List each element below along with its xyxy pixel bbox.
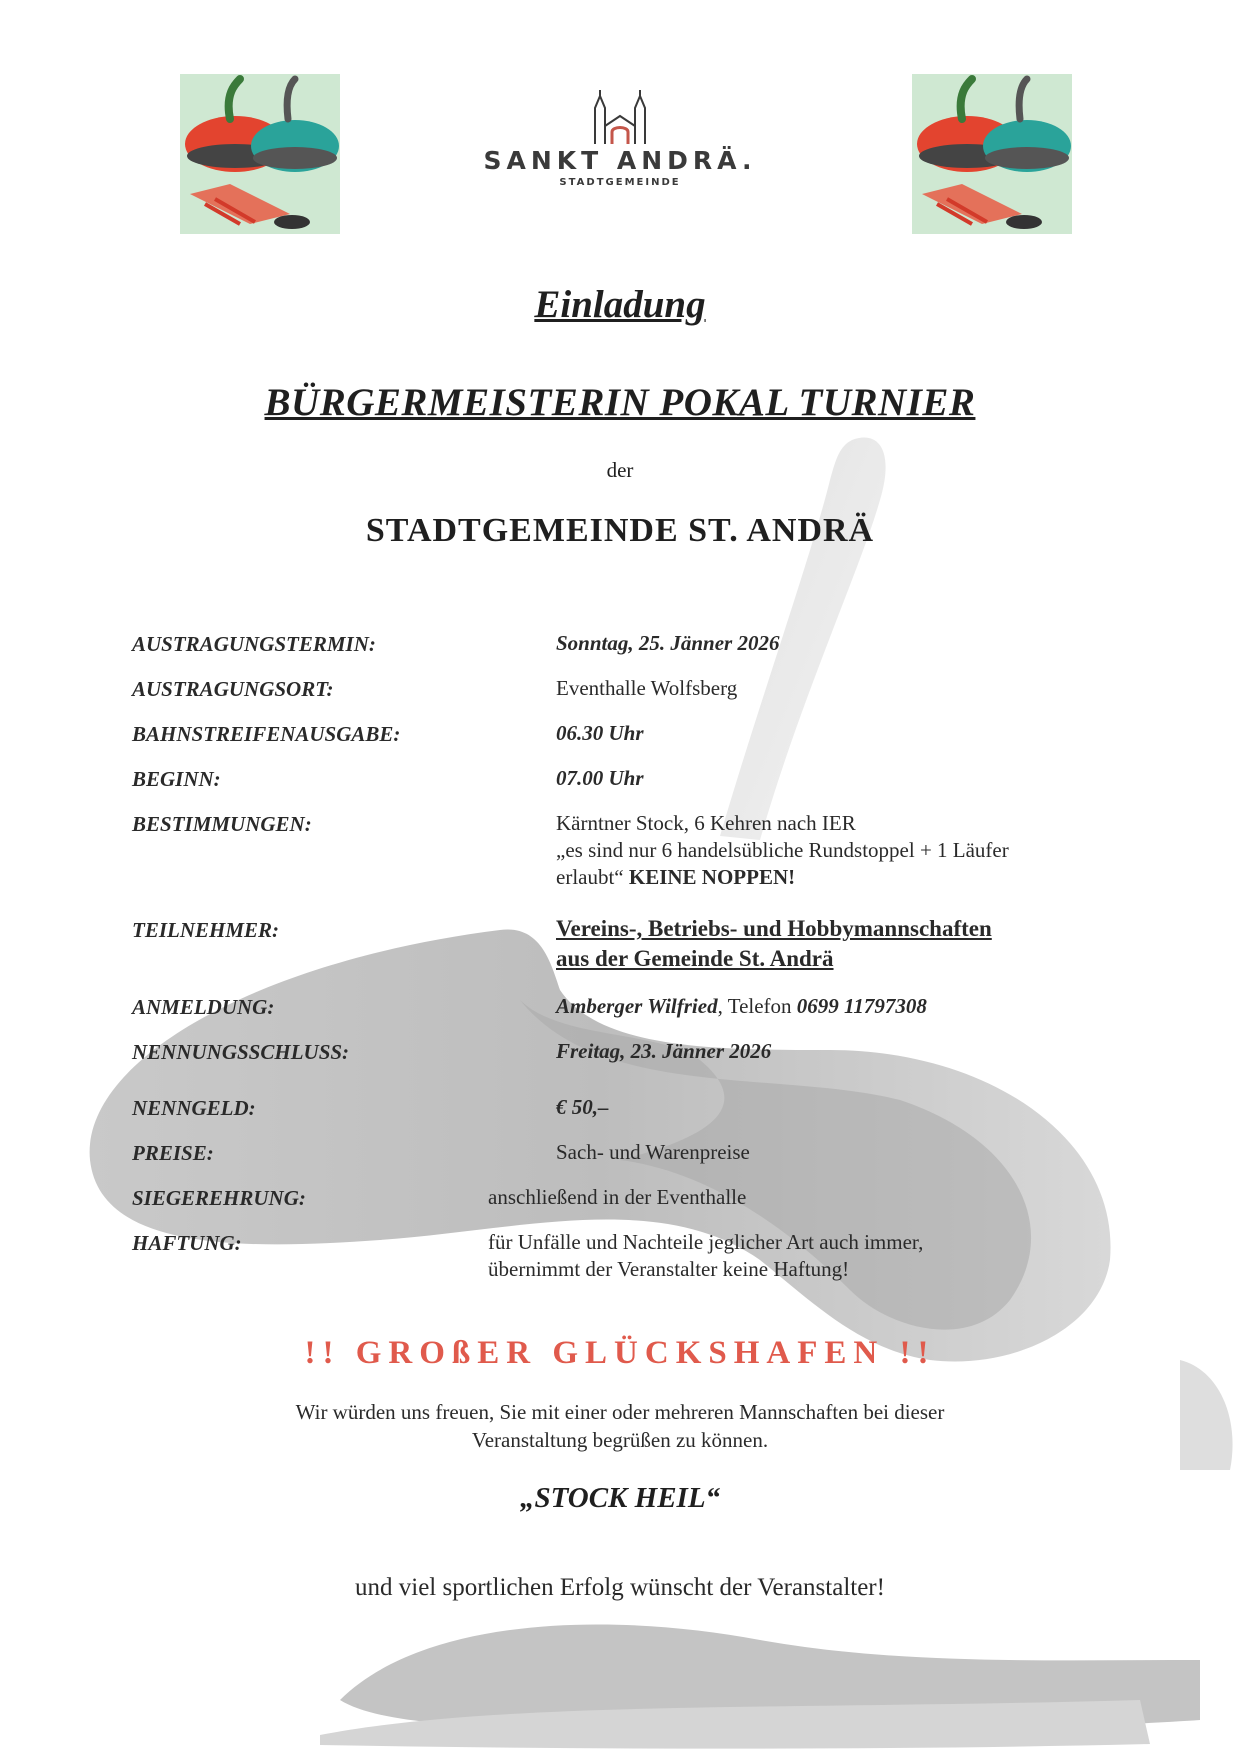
detail-label-start: BEGINN:: [132, 767, 221, 791]
detail-label-lane-strips: BAHNSTREIFENAUSGABE:: [132, 722, 401, 746]
detail-label-participants: TEILNEHMER:: [132, 918, 280, 942]
closing-text: und viel sportlichen Erfolg wünscht der Veranstalter!: [355, 1574, 885, 1601]
no-knobs-notice: KEINE NOPPEN!: [628, 865, 796, 889]
detail-value-date: Sonntag, 25. Jänner 2026: [556, 631, 780, 655]
sankt-andrae-logo: [440, 86, 800, 206]
detail-label-rules: BESTIMMUNGEN:: [132, 812, 312, 836]
detail-label-liability: HAFTUNG:: [132, 1231, 242, 1255]
detail-label-prizes: PREISE:: [132, 1141, 214, 1165]
detail-value-liability: für Unfälle und Nachteile jeglicher Art auch immer, übernimmt der Veranstalter keine Haftung!: [488, 1230, 924, 1281]
page-title: Einladung: [534, 283, 706, 326]
detail-label-fee: NENNGELD:: [132, 1096, 256, 1120]
detail-label-registration: ANMELDUNG:: [132, 995, 275, 1019]
connector-text: der: [606, 458, 634, 482]
detail-value-deadline: Freitag, 23. Jänner 2026: [556, 1039, 772, 1063]
organizer-name: STADTGEMEINDE ST. ANDRÄ: [365, 512, 875, 549]
detail-label-ceremony: SIEGEREHRUNG:: [132, 1186, 306, 1210]
detail-value-ceremony: anschließend in der Eventhalle: [488, 1185, 747, 1209]
detail-value-location: Eventhalle Wolfsberg: [556, 676, 738, 700]
detail-label-date: AUSTRAGUNGSTERMIN:: [132, 632, 376, 656]
detail-value-registration: Amberger Wilfried, Telefon 0699 11797308: [556, 994, 927, 1018]
event-title: BÜRGERMEISTERIN POKAL TURNIER: [264, 381, 976, 424]
greeting-slogan: „STOCK HEIL“: [519, 1482, 721, 1514]
logo-subtitle: STADTGEMEINDE: [559, 177, 681, 188]
detail-label-deadline: NENNUNGSSCHLUSS:: [132, 1040, 350, 1064]
detail-value-start: 07.00 Uhr: [556, 766, 644, 790]
detail-value-lane-strips: 06.30 Uhr: [556, 721, 644, 745]
detail-value-fee: € 50,–: [556, 1095, 609, 1119]
detail-value-rules: Kärntner Stock, 6 Kehren nach IER „es sind nur 6 handelsübliche Rundstoppel + 1 Läufer erlaubt“ KEINE NOPPEN!: [556, 811, 1009, 889]
logo-name: SANKT ANDRÄ.: [483, 146, 757, 175]
curling-stones-icon: [912, 74, 1072, 234]
church-towers-icon: [580, 86, 660, 146]
curling-stones-icon: [180, 74, 340, 234]
lucky-draw-banner: !! GROßER GLÜCKSHAFEN !!: [304, 1335, 936, 1371]
invitation-text: Wir würden uns freuen, Sie mit einer oder mehreren Mannschaften bei dieser Veranstaltung begrüßen zu können.: [295, 1400, 945, 1452]
detail-value-prizes: Sach- und Warenpreise: [556, 1140, 750, 1164]
detail-label-location: AUSTRAGUNGSORT:: [132, 677, 334, 701]
detail-value-participants: Vereins-, Betriebs- und Hobbymannschaften aus der Gemeinde St. Andrä: [556, 916, 992, 971]
